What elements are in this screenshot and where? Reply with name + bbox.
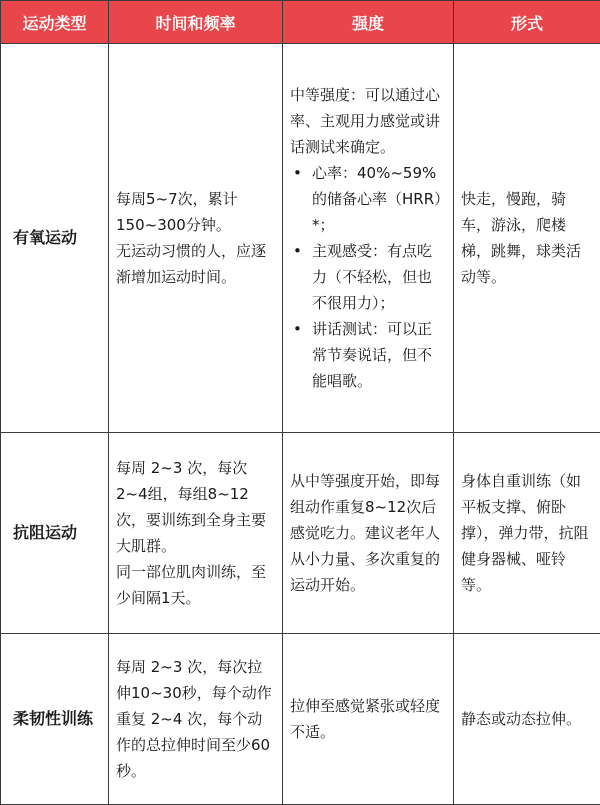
frequency-text: 每周5~7次，累计150~300分钟。 [116, 186, 275, 238]
frequency-text: 同一部位肌肉训练，至少间隔1天。 [116, 559, 275, 611]
intensity-list [290, 160, 446, 394]
exercise-type: 抗阻运动 [1, 433, 109, 634]
table-row [1, 634, 600, 805]
exercise-type: 柔韧性训练 [1, 634, 109, 805]
form-cell: 快走，慢跑，骑车，游泳，爬楼梯，跳舞，球类活动等。 [454, 44, 600, 433]
frequency-cell [109, 634, 283, 805]
header-row [1, 1, 600, 44]
intensity-cell [283, 44, 454, 433]
table-row [1, 433, 600, 634]
list-item: • 主观感受：有点吃力（不轻松，但也不很用力）； [290, 238, 446, 316]
header-type: 运动类型 [1, 1, 109, 44]
list-item: • 讲话测试：可以正常节奏说话，但不能唱歌。 [290, 316, 446, 394]
list-item: • 心率：40%~59%的储备心率（HRR）*； [290, 160, 446, 238]
frequency-cell [109, 44, 283, 433]
header-form: 形式 [454, 1, 600, 44]
intensity-intro: 中等强度：可以通过心率、主观用力感觉或讲话测试来确定。 [290, 82, 446, 160]
frequency-text: 每周 2~3 次，每次2~4组，每组8~12次，要训练到全身主要大肌群。 [116, 455, 275, 559]
form-cell: 身体自重训练（如平板支撑、俯卧撑），弹力带，抗阻健身器械、哑铃等。 [454, 433, 600, 634]
frequency-cell [109, 433, 283, 634]
header-intensity: 强度 [283, 1, 454, 44]
frequency-text: 无运动习惯的人，应逐渐增加运动时间。 [116, 238, 275, 290]
form-cell: 静态或动态拉伸。 [454, 634, 600, 805]
header-frequency: 时间和频率 [109, 1, 283, 44]
intensity-cell: 拉伸至感觉紧张或轻度不适。 [283, 634, 454, 805]
intensity-cell: 从中等强度开始，即每组动作重复8~12次后感觉吃力。建议老年人从小力量、多次重复的运动开始。 [283, 433, 454, 634]
table-row [1, 44, 600, 433]
frequency-text: 每周 2~3 次，每次拉伸10~30秒，每个动作重复 2~4 次，每个动作的总拉伸时间至少60 秒。 [116, 654, 275, 784]
exercise-type: 有氧运动 [1, 44, 109, 433]
